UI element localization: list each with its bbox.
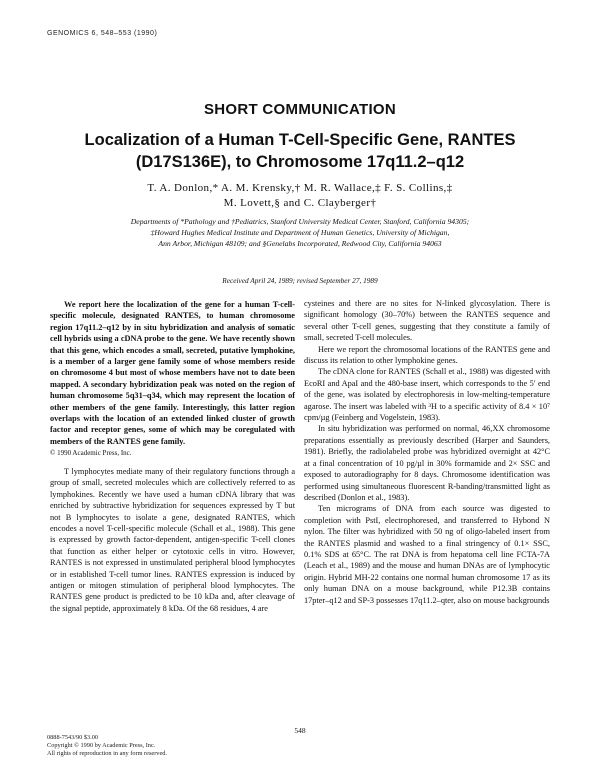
abstract-text: We report here the localization of the gene for a human T-cell-specific molecule, designated RANTES, to human chromosome region 17q11.2–q12 by in situ hybridization and analysis of somatic cell hybrids using a cDNA probe to the gene. We have recently shown that this gene, which encodes a small, secreted, putative lymphokine, is a member of a larger gene family some of whose members reside on chromosome 4 but most of whose members have not to date been mapped. A secondary hybridization peak was noted on the region of human chromosome 5q31–q34, which may represent the location of other members of the gene family. Interestingly, this latter region overlaps with the location of an extended linked cluster of growth factor and receptor genes, some of which may be coregulated with members of the RANTES gene family. <box>50 300 295 446</box>
journal-reference: GENOMICS 6, 548–553 (1990) <box>47 30 158 37</box>
title-line-1: Localization of a Human T-Cell-Specific Gene, RANTES <box>84 131 516 149</box>
body-column-right <box>304 298 550 606</box>
body-paragraph: Ten micrograms of DNA from each source was digested to completion with PstI, electrophoresed, and transferred to Hybond N nylon. The filter was hybridized with 50 ng of oligo-labeled insert from the RANTES plasmid and washed to a final stringency of 0.1× SSC, 0.1% SDS at 65°C. The rat DNA is from hepatoma cell line FCTA-7A (Leach et al., 1989) and the mouse and human DNAs are of lymphocytic origin. Hybrid MH-22 contains one normal human chromosome 17 as its only human DNA on a mouse background, while P12.3B contains 17pter–q12 and SP-3 possesses 17q11.2–qter, also on mouse backgrounds <box>304 504 550 605</box>
footer-issn: 0888-7543/90 $3.00 <box>47 734 99 741</box>
body-paragraph: T lymphocytes mediate many of their regulatory functions through a group of small, secreted molecules which are collectively referred to as lymphokines. Recently we have used a human cDNA library that was enriched by subtractive hybridization for sequences expressed by T but not B lymphocytes to isolate a gene, designated RANTES, which encodes a novel T-cell-specific molecule (Schall et al., 1988). This gene is expressed by growth factor-dependent, antigen-specific T-cell clones that function as either helper or cytotoxic cells in vitro. However, RANTES is not expressed in unstimulated peripheral blood lymphocytes or in established T-cell tumor lines. RANTES expression is induced by antigen or mitogen stimulation of peripheral blood lymphocytes. The RANTES gene product is predicted to be 10 kDa and, after cleavage of the signal peptide, approximately 8 kDa. Of the 68 residues, 4 are <box>50 467 295 613</box>
authors-line-1: T. A. Donlon,* A. M. Krensky,† M. R. Wallace,‡ F. S. Collins,‡ <box>147 182 453 194</box>
body-column-left <box>50 466 295 614</box>
affiliation-line-2: ‡Howard Hughes Medical Institute and Department of Human Genetics, University of Michigan, <box>150 228 450 237</box>
page-number: 548 <box>294 726 306 735</box>
author-list <box>80 181 520 211</box>
article-type-heading: SHORT COMMUNICATION <box>203 101 397 118</box>
title-line-2: (D17S136E), to Chromosome 17q11.2–q12 <box>135 153 465 171</box>
abstract-copyright: © 1990 Academic Press, Inc. <box>50 449 132 458</box>
affiliations <box>60 216 540 249</box>
received-date: Received April 24, 1989; revised September 27, 1989 <box>222 276 378 285</box>
affiliation-line-3: Ann Arbor, Michigan 48109; and §Genelabs Incorporated, Redwood City, California 94063 <box>158 239 442 248</box>
footer-rights: All rights of reproduction in any form reserved. <box>47 750 167 757</box>
body-paragraph: cysteines and there are no sites for N-linked glycosylation. There is significant homology (30–70%) between the RANTES sequence and several other T-cell genes, suggesting that they constitute a family of small, secreted T-cell molecules. <box>304 299 550 343</box>
body-paragraph: In situ hybridization was performed on normal, 46,XX chromosome preparations essentially as previously described (Harper and Saunders, 1981). Briefly, the radiolabeled probe was hybridized overnight at 42°C at a final concentration of 10 pg/µl in 30% formamide and 2× SSC and exposed to autoradiography for 8 days. Chromosome identification was performed using simultaneous fluorescent R-banding/transmitted light as described (Donlon et al., 1983). <box>304 424 550 502</box>
affiliation-line-1: Departments of *Pathology and †Pediatrics, Stanford University Medical Center, Stanford, California 94305; <box>130 217 470 226</box>
footer-copyright: Copyright © 1990 by Academic Press, Inc. <box>47 742 156 749</box>
body-paragraph: The cDNA clone for RANTES (Schall et al., 1988) was digested with EcoRI and ApaI and the 480-base insert, which corresponds to the 5′ end of the gene, was isolated by electrophoresis in low-melting-temperature agarose. The insert was labeled with ³H to a specific activity of 8.4 × 10⁷ cpm/µg (Feinberg and Vogelstein, 1983). <box>304 367 550 423</box>
copyright-footer <box>47 734 167 758</box>
authors-line-2: M. Lovett,§ and C. Clayberger† <box>223 197 377 209</box>
article-title <box>60 129 540 173</box>
body-paragraph: Here we report the chromosomal locations of the RANTES gene and discuss its relation to other lymphokine genes. <box>304 344 550 366</box>
abstract <box>50 299 295 460</box>
